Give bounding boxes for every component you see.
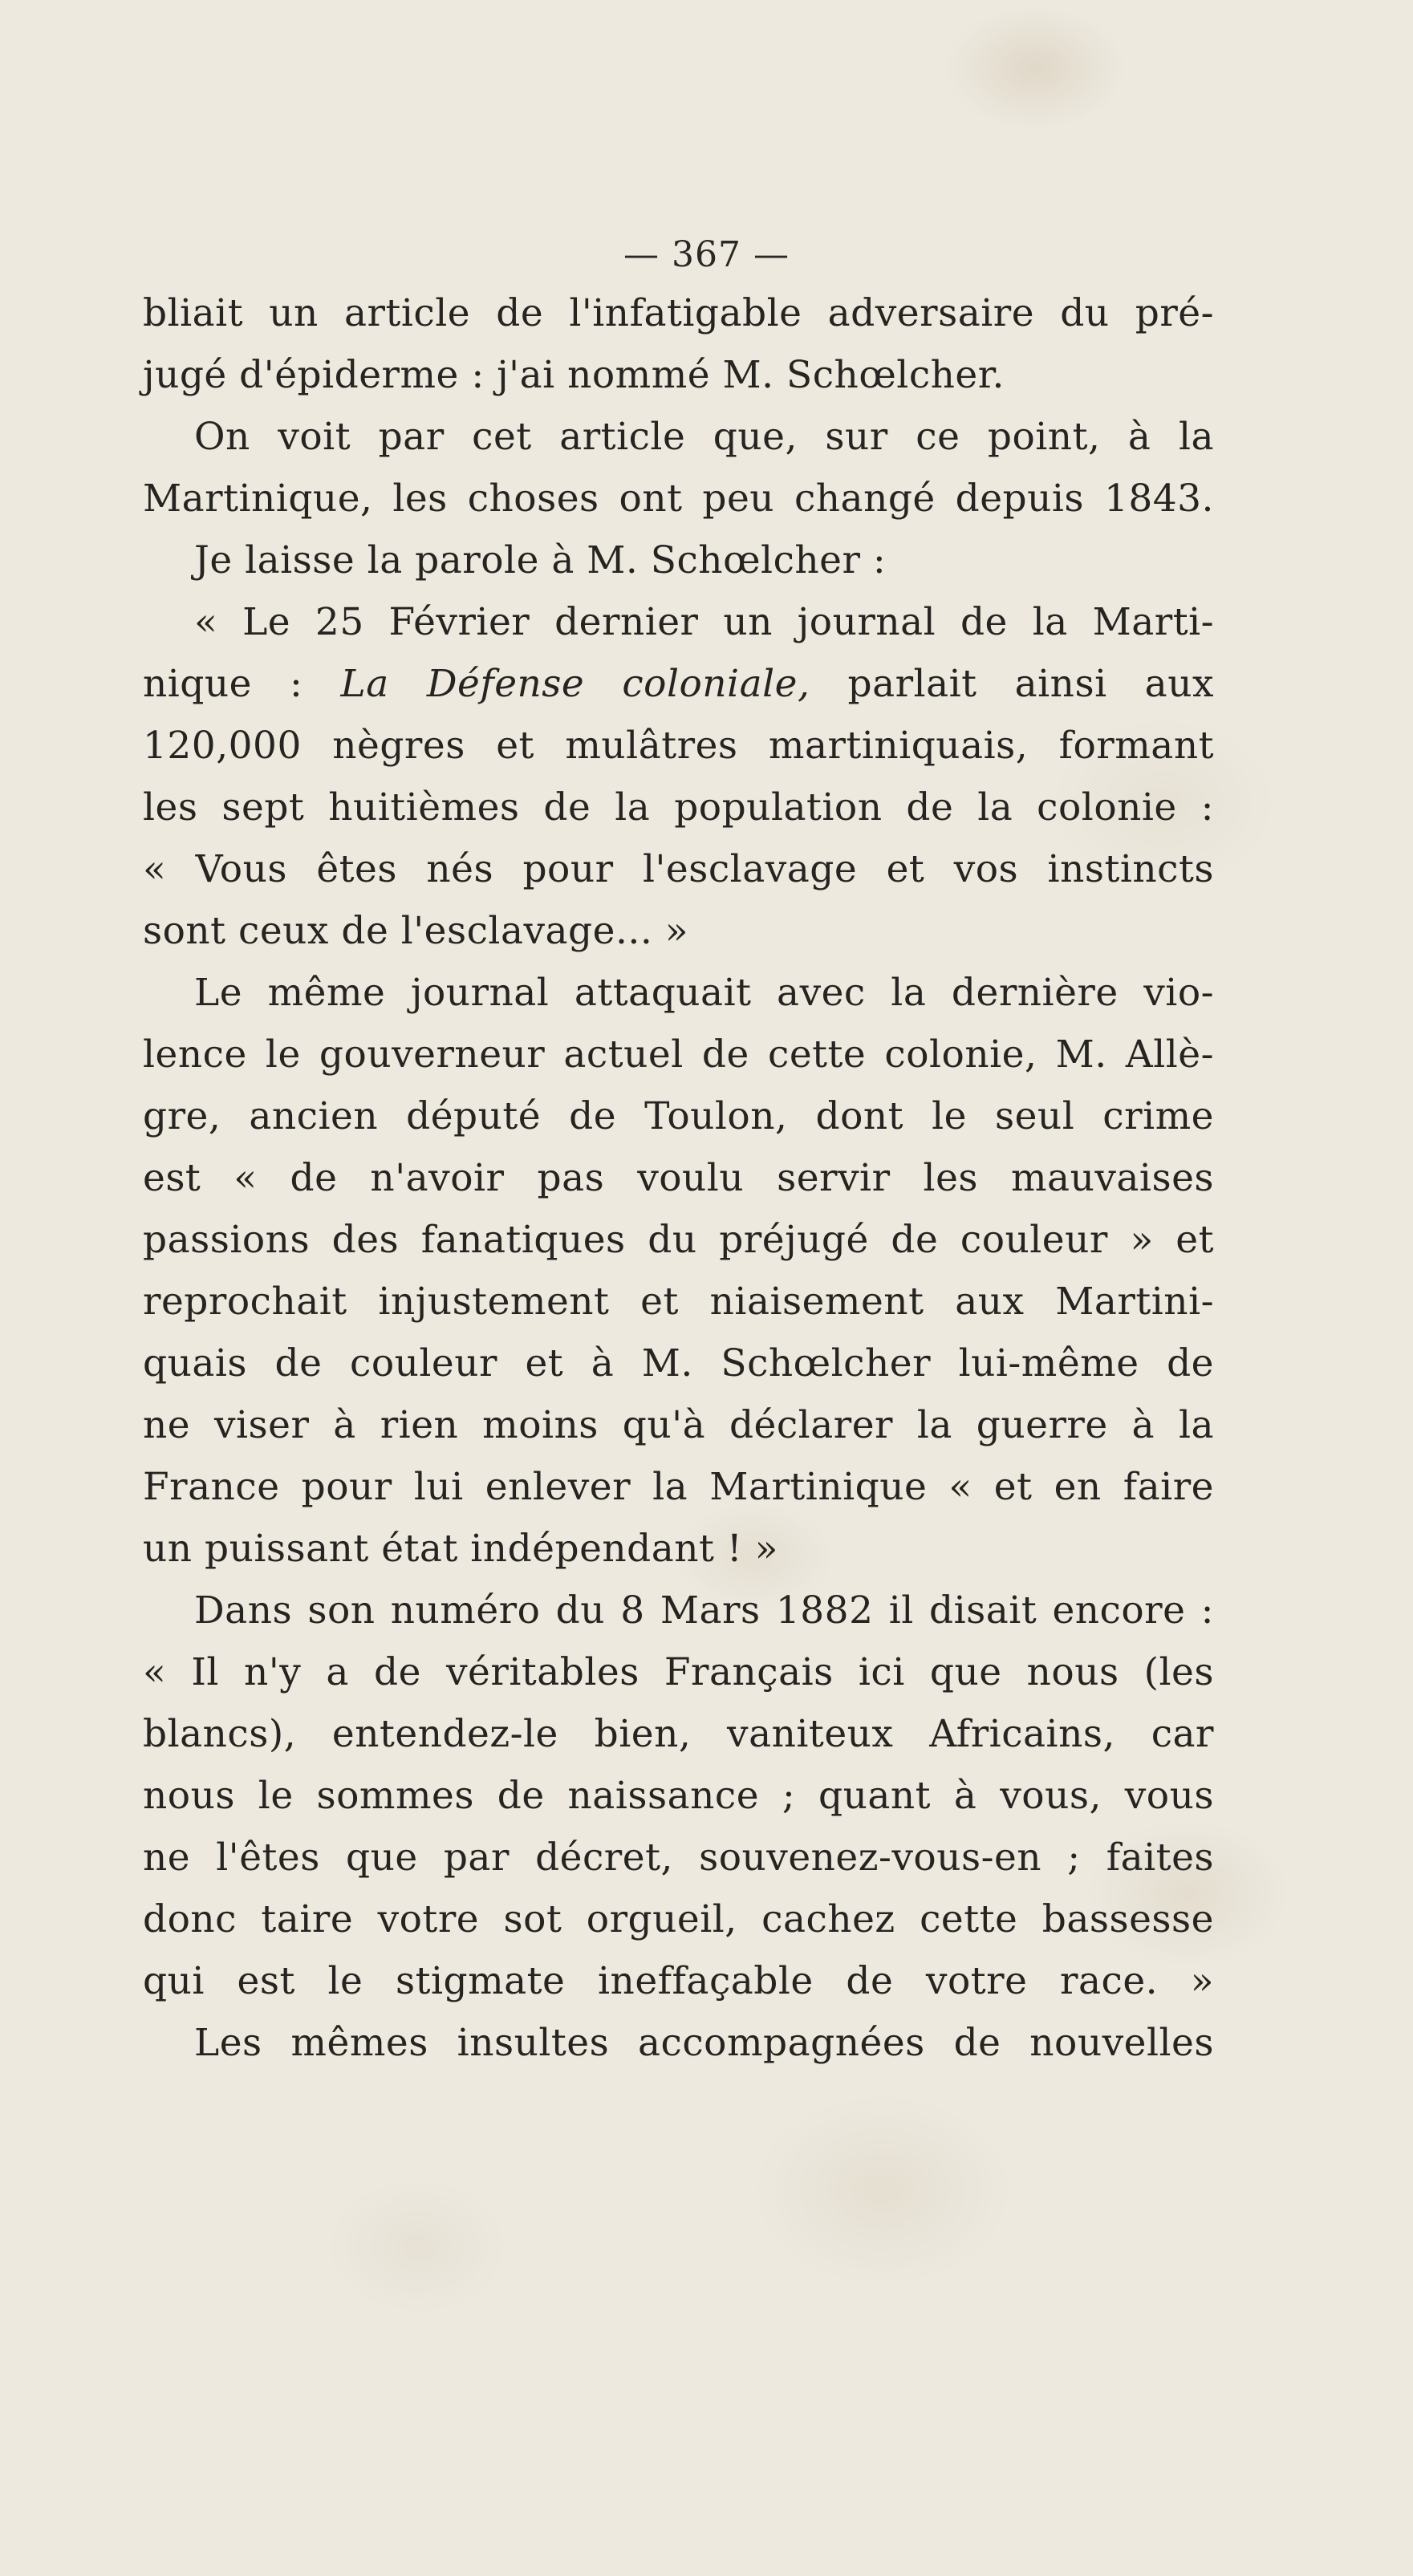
text-line: France pour lui enlever la Martinique « et en faire (143, 1465, 1214, 1509)
text-line: blancs), entendez-le bien, vaniteux Africains, car (143, 1712, 1214, 1756)
text-line: donc taire votre sot orgueil, cachez cette bassesse (143, 1897, 1214, 1941)
text-line: gre, ancien député de Toulon, dont le seul crime (143, 1094, 1214, 1138)
text-line: Les mêmes insultes accompagnées de nouvelles (194, 2021, 1214, 2065)
text-line: passions des fanatiques du préjugé de couleur » et (143, 1218, 1214, 1262)
text-line: On voit par cet article que, sur ce point, à la (194, 415, 1214, 459)
text-line: « Le 25 Février dernier un journal de la Marti- (194, 600, 1214, 644)
text-line: « Il n'y a de véritables Français ici que nous (les (143, 1650, 1214, 1694)
text-line: un puissant état indépendant ! » (143, 1527, 778, 1571)
text-line: est « de n'avoir pas voulu servir les mauvaises (143, 1156, 1214, 1200)
text-line-part: parlait ainsi aux (847, 662, 1214, 706)
text-line: lence le gouverneur actuel de cette colonie, M. Allè- (143, 1032, 1214, 1077)
text-line: quais de couleur et à M. Schœlcher lui-même de (143, 1341, 1214, 1385)
text-line: qui est le stigmate ineffaçable de votre race. » (143, 1959, 1214, 2003)
text-line: ne l'êtes que par décret, souvenez-vous-en ; faites (143, 1836, 1214, 1880)
text-line: Je laisse la parole à M. Schœlcher : (194, 538, 887, 582)
text-line: jugé d'épiderme : j'ai nommé M. Schœlcher. (143, 353, 1005, 397)
text-line: sont ceux de l'esclavage... » (143, 909, 688, 953)
newspaper-title: La Défense coloniale, (340, 662, 810, 706)
text-line: Le même journal attaquait avec la dernière vio- (194, 971, 1214, 1015)
text-line: « Vous êtes nés pour l'esclavage et vos instincts (143, 847, 1214, 891)
page-number: — 367 — (623, 234, 790, 275)
text-line: ne viser à rien moins qu'à déclarer la guerre à la (143, 1403, 1214, 1447)
text-line: Dans son numéro du 8 Mars 1882 il disait encore : (194, 1588, 1214, 1633)
text-line: reprochait injustement et niaisement aux Martini- (143, 1280, 1214, 1324)
text-line: bliait un article de l'infatigable adversaire du pré- (143, 291, 1214, 335)
text-line-part: nique : (143, 662, 303, 706)
text-line: Martinique, les choses ont peu changé depuis 1843. (143, 477, 1214, 521)
text-line: 120,000 nègres et mulâtres martiniquais, formant (143, 724, 1214, 768)
text-line: les sept huitièmes de la population de la colonie : (143, 785, 1214, 830)
body-text (143, 282, 1214, 2074)
text-line (143, 653, 1214, 715)
text-line: nous le sommes de naissance ; quant à vous, vous (143, 1774, 1214, 1818)
